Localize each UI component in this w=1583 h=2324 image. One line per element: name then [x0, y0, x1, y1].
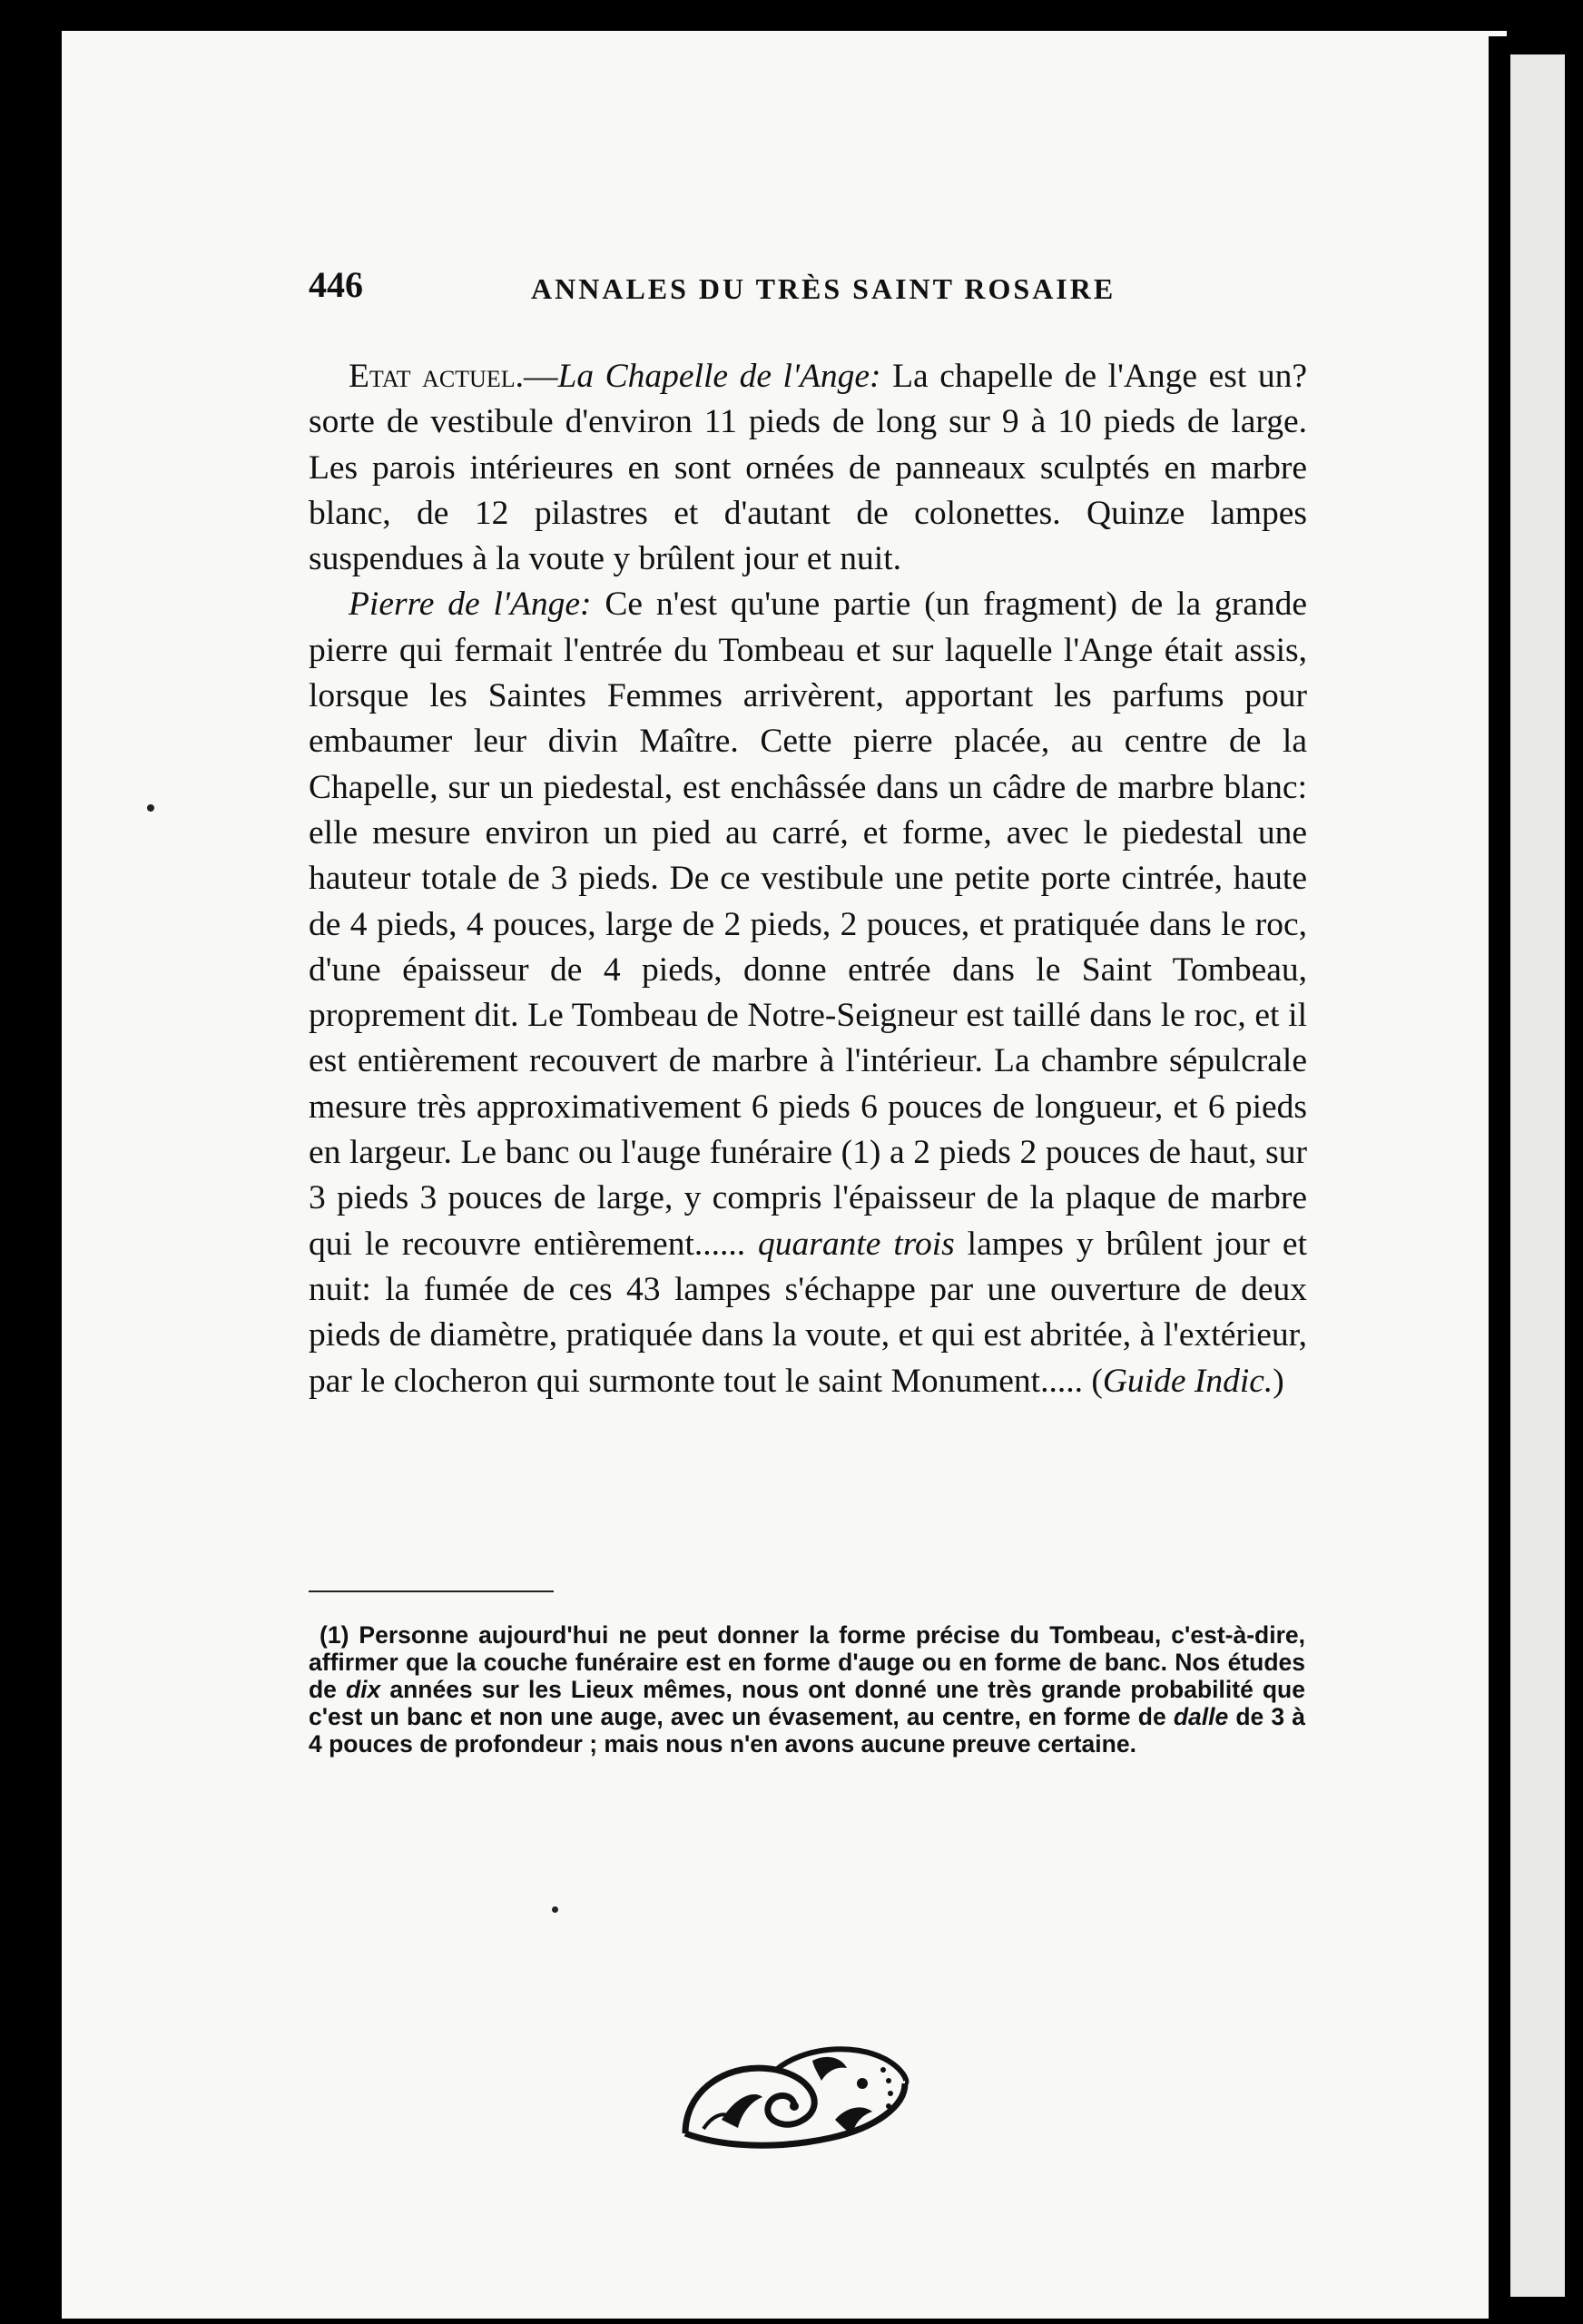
page-number: 446	[309, 264, 363, 305]
footnote	[309, 1621, 1305, 1758]
facing-page-edge	[1510, 54, 1565, 2297]
running-head: ANNALES DU TRÈS SAINT ROSAIRE	[531, 272, 1116, 305]
citation: Guide Indic.	[1102, 1362, 1273, 1400]
section-subtitle: Pierre de l'Ange:	[349, 586, 592, 624]
page-header	[309, 263, 1307, 318]
paragraph-pierre-de-lange: Pierre de l'Ange: Ce n'est qu'une partie (un fragment) de la grande pierre qui fermait l'entrée du Tombeau et sur laquelle l'Ange était assis, lorsque les Saintes Femmes arrivèrent, apportant les parfums pour embaumer leur divin Maître. Cette pierre placée, au centre de la Chapelle, sur un piedestal, est enchâssée dans un câdre de marbre blanc: elle mesure environ un pied au carré, et forme, avec le piedestal une hauteur totale de 3 pieds. De ce vestibule une petite porte cintrée, haute de 4 pieds, 4 pouces, large de 2 pieds, 2 pouces, et pratiquée dans le roc, d'une épaisseur de 4 pieds, donne entrée dans le Saint Tombeau, proprement dit. Le Tombeau de Notre-Seigneur est taillé dans le roc, et il est entièrement recouvert de marbre à l'intérieur. La chambre sépulcrale mesure très approximativement 6 pieds 6 pouces de longueur, et 6 pieds en largeur. Le banc ou l'auge funéraire (1) a 2 pieds 2 pouces de haut, sur 3 pieds 3 pouces de large, y compris l'épaisseur de la plaque de marbre qui le recouvre entièrement...... quarante trois lampes y brûlent jour et nuit: la fumée de ces 43 lampes s'échappe par une ouverture de deux pieds de diamètre, pratiquée dans la voute, et qui est abritée, à l'extérieur, par le clocheron qui surmonte tout le saint Monument..... (Guide Indic.)	[309, 586, 1307, 1400]
floral-tailpiece-icon	[667, 2034, 921, 2161]
scan-speck	[552, 1906, 558, 1913]
scan-speck	[147, 804, 154, 812]
body-text	[309, 354, 1307, 1404]
section-lead: Etat actuel.	[349, 358, 524, 395]
footnote-rule	[309, 1590, 554, 1592]
section-subtitle: La Chapelle de l'Ange:	[557, 358, 881, 395]
paragraph-etat-actuel: Etat actuel.—La Chapelle de l'Ange: La chapelle de l'Ange est un? sorte de vestibule d'environ 11 pieds de long sur 9 à 10 pieds de large. Les parois intérieures en sont ornées de panneaux sculptés en marbre blanc, de 12 pilastres et d'autant de colonettes. Quinze lampes suspendues à la voute y brûlent jour et nuit.	[309, 358, 1307, 578]
footnote-text: (1) Personne aujourd'hui ne peut donner la forme précise du Tombeau, c'est-à-dire, affirmer que la couche funéraire est en forme d'auge ou en forme de banc. Nos études de dix années sur les Lieux mêmes, nous ont donné une très grande probabilité que c'est un banc et non une auge, avec un évasement, au centre, en forme de dalle de 3 à 4 pouces de profondeur ; mais nous n'en avons aucune preuve certaine.	[309, 1621, 1305, 1758]
